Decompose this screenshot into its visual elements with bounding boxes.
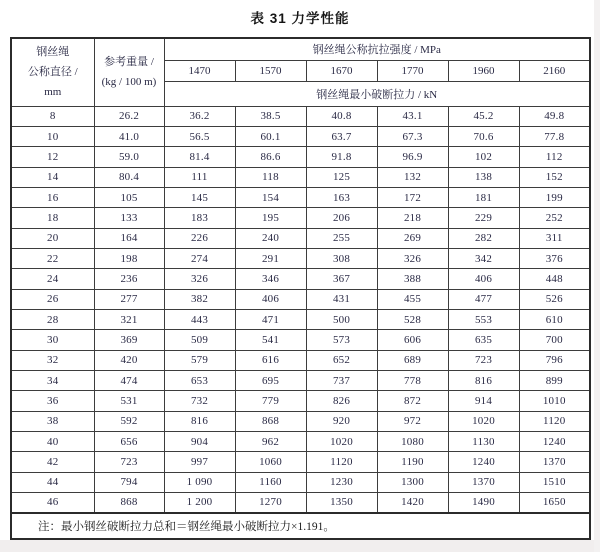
strength-value: 1770	[377, 60, 448, 81]
cell-breaking-force: 60.1	[235, 126, 306, 146]
cell-weight: 321	[94, 309, 164, 329]
table-row	[11, 411, 590, 431]
cell-diameter: 36	[11, 391, 94, 411]
cell-weight: 474	[94, 370, 164, 390]
cell-breaking-force: 181	[448, 187, 519, 207]
cell-diameter: 44	[11, 472, 94, 492]
table-row	[11, 187, 590, 207]
cell-breaking-force: 1300	[377, 472, 448, 492]
cell-breaking-force: 112	[519, 147, 590, 167]
cell-weight: 592	[94, 411, 164, 431]
header-weight-line1: 参考重量 /	[104, 55, 154, 68]
cell-breaking-force: 96.9	[377, 147, 448, 167]
cell-breaking-force: 1240	[519, 432, 590, 452]
cell-breaking-force: 367	[306, 269, 377, 289]
strength-value: 1960	[448, 60, 519, 81]
cell-diameter: 16	[11, 187, 94, 207]
cell-diameter: 14	[11, 167, 94, 187]
cell-diameter: 22	[11, 248, 94, 268]
table-row	[11, 126, 590, 146]
cell-diameter: 46	[11, 493, 94, 513]
cell-weight: 723	[94, 452, 164, 472]
cell-breaking-force: 38.5	[235, 106, 306, 126]
cell-diameter: 28	[11, 309, 94, 329]
cell-breaking-force: 526	[519, 289, 590, 309]
cell-breaking-force: 36.2	[164, 106, 235, 126]
table-row	[11, 289, 590, 309]
strength-value: 1470	[164, 60, 235, 81]
cell-breaking-force: 920	[306, 411, 377, 431]
cell-breaking-force: 448	[519, 269, 590, 289]
cell-breaking-force: 226	[164, 228, 235, 248]
cell-breaking-force: 1010	[519, 391, 590, 411]
cell-breaking-force: 86.6	[235, 147, 306, 167]
cell-weight: 41.0	[94, 126, 164, 146]
cell-breaking-force: 63.7	[306, 126, 377, 146]
cell-breaking-force: 1510	[519, 472, 590, 492]
cell-breaking-force: 689	[377, 350, 448, 370]
cell-breaking-force: 606	[377, 330, 448, 350]
cell-breaking-force: 342	[448, 248, 519, 268]
cell-weight: 59.0	[94, 147, 164, 167]
cell-breaking-force: 206	[306, 208, 377, 228]
cell-breaking-force: 269	[377, 228, 448, 248]
table-row	[11, 147, 590, 167]
cell-breaking-force: 779	[235, 391, 306, 411]
cell-breaking-force: 376	[519, 248, 590, 268]
cell-breaking-force: 274	[164, 248, 235, 268]
cell-diameter: 18	[11, 208, 94, 228]
table-row	[11, 269, 590, 289]
table-row	[11, 208, 590, 228]
cell-breaking-force: 56.5	[164, 126, 235, 146]
cell-breaking-force: 972	[377, 411, 448, 431]
cell-diameter: 40	[11, 432, 94, 452]
cell-breaking-force: 778	[377, 370, 448, 390]
cell-weight: 656	[94, 432, 164, 452]
cell-weight: 369	[94, 330, 164, 350]
cell-breaking-force: 1130	[448, 432, 519, 452]
cell-breaking-force: 541	[235, 330, 306, 350]
cell-diameter: 8	[11, 106, 94, 126]
cell-breaking-force: 91.8	[306, 147, 377, 167]
cell-weight: 420	[94, 350, 164, 370]
cell-weight: 277	[94, 289, 164, 309]
cell-breaking-force: 1160	[235, 472, 306, 492]
table-body	[11, 106, 590, 513]
cell-breaking-force: 1650	[519, 493, 590, 513]
cell-breaking-force: 1 200	[164, 493, 235, 513]
cell-breaking-force: 382	[164, 289, 235, 309]
cell-weight: 236	[94, 269, 164, 289]
cell-breaking-force: 500	[306, 309, 377, 329]
cell-breaking-force: 145	[164, 187, 235, 207]
cell-weight: 26.2	[94, 106, 164, 126]
table-row	[11, 228, 590, 248]
header-diameter	[11, 38, 94, 106]
cell-weight: 164	[94, 228, 164, 248]
cell-breaking-force: 443	[164, 309, 235, 329]
cell-breaking-force: 1020	[306, 432, 377, 452]
cell-weight: 80.4	[94, 167, 164, 187]
table-row	[11, 391, 590, 411]
cell-breaking-force: 962	[235, 432, 306, 452]
mechanical-properties-table	[10, 37, 591, 540]
cell-diameter: 10	[11, 126, 94, 146]
cell-breaking-force: 997	[164, 452, 235, 472]
cell-breaking-force: 816	[164, 411, 235, 431]
header-force-span: 钢丝绳最小破断拉力 / kN	[164, 81, 590, 106]
cell-breaking-force: 111	[164, 167, 235, 187]
scan-edge-bottom	[0, 540, 600, 552]
cell-diameter: 42	[11, 452, 94, 472]
cell-breaking-force: 1370	[519, 452, 590, 472]
cell-breaking-force: 406	[448, 269, 519, 289]
cell-breaking-force: 1060	[235, 452, 306, 472]
cell-diameter: 20	[11, 228, 94, 248]
cell-breaking-force: 252	[519, 208, 590, 228]
header-weight-line2: (kg / 100 m)	[101, 76, 157, 89]
cell-breaking-force: 229	[448, 208, 519, 228]
cell-breaking-force: 471	[235, 309, 306, 329]
cell-breaking-force: 553	[448, 309, 519, 329]
header-diameter-line2: 公称直径 /	[27, 66, 78, 79]
table-row	[11, 432, 590, 452]
cell-breaking-force: 282	[448, 228, 519, 248]
cell-breaking-force: 1120	[306, 452, 377, 472]
cell-diameter: 30	[11, 330, 94, 350]
cell-breaking-force: 40.8	[306, 106, 377, 126]
cell-breaking-force: 118	[235, 167, 306, 187]
header-diameter-line3: mm	[44, 86, 62, 99]
cell-weight: 198	[94, 248, 164, 268]
cell-breaking-force: 388	[377, 269, 448, 289]
cell-breaking-force: 816	[448, 370, 519, 390]
cell-breaking-force: 796	[519, 350, 590, 370]
table-row	[11, 106, 590, 126]
cell-breaking-force: 1420	[377, 493, 448, 513]
note-row	[11, 513, 590, 539]
cell-breaking-force: 1190	[377, 452, 448, 472]
cell-breaking-force: 610	[519, 309, 590, 329]
cell-diameter: 26	[11, 289, 94, 309]
cell-breaking-force: 132	[377, 167, 448, 187]
cell-breaking-force: 1020	[448, 411, 519, 431]
cell-breaking-force: 868	[235, 411, 306, 431]
cell-breaking-force: 406	[235, 289, 306, 309]
cell-breaking-force: 154	[235, 187, 306, 207]
header-diameter-line1: 钢丝绳	[36, 45, 70, 58]
cell-breaking-force: 579	[164, 350, 235, 370]
cell-breaking-force: 573	[306, 330, 377, 350]
cell-breaking-force: 77.8	[519, 126, 590, 146]
cell-breaking-force: 308	[306, 248, 377, 268]
header-weight	[94, 38, 164, 106]
cell-breaking-force: 455	[377, 289, 448, 309]
cell-breaking-force: 183	[164, 208, 235, 228]
cell-breaking-force: 732	[164, 391, 235, 411]
cell-breaking-force: 653	[164, 370, 235, 390]
table-row	[11, 452, 590, 472]
header-row-strength	[11, 38, 590, 60]
cell-breaking-force: 1230	[306, 472, 377, 492]
cell-breaking-force: 695	[235, 370, 306, 390]
cell-breaking-force: 904	[164, 432, 235, 452]
cell-breaking-force: 346	[235, 269, 306, 289]
cell-breaking-force: 1120	[519, 411, 590, 431]
cell-breaking-force: 477	[448, 289, 519, 309]
cell-breaking-force: 914	[448, 391, 519, 411]
cell-breaking-force: 102	[448, 147, 519, 167]
scan-edge-right	[594, 0, 600, 552]
cell-breaking-force: 700	[519, 330, 590, 350]
table-row	[11, 309, 590, 329]
cell-breaking-force: 70.6	[448, 126, 519, 146]
cell-breaking-force: 1370	[448, 472, 519, 492]
cell-diameter: 32	[11, 350, 94, 370]
header-strength-span: 钢丝绳公称抗拉强度 / MPa	[164, 38, 590, 60]
cell-breaking-force: 81.4	[164, 147, 235, 167]
cell-breaking-force: 311	[519, 228, 590, 248]
strength-value: 1670	[306, 60, 377, 81]
cell-diameter: 38	[11, 411, 94, 431]
table-title: 表 31 力学性能	[250, 11, 350, 26]
cell-diameter: 12	[11, 147, 94, 167]
cell-breaking-force: 509	[164, 330, 235, 350]
cell-breaking-force: 45.2	[448, 106, 519, 126]
table-row	[11, 493, 590, 513]
cell-breaking-force: 723	[448, 350, 519, 370]
table-row	[11, 472, 590, 492]
cell-breaking-force: 49.8	[519, 106, 590, 126]
cell-breaking-force: 199	[519, 187, 590, 207]
cell-breaking-force: 1490	[448, 493, 519, 513]
cell-breaking-force: 240	[235, 228, 306, 248]
cell-breaking-force: 1080	[377, 432, 448, 452]
cell-weight: 868	[94, 493, 164, 513]
cell-breaking-force: 43.1	[377, 106, 448, 126]
cell-breaking-force: 138	[448, 167, 519, 187]
cell-diameter: 34	[11, 370, 94, 390]
cell-breaking-force: 172	[377, 187, 448, 207]
strength-value: 1570	[235, 60, 306, 81]
cell-breaking-force: 291	[235, 248, 306, 268]
cell-weight: 133	[94, 208, 164, 228]
cell-breaking-force: 326	[164, 269, 235, 289]
cell-breaking-force: 528	[377, 309, 448, 329]
cell-breaking-force: 67.3	[377, 126, 448, 146]
cell-breaking-force: 326	[377, 248, 448, 268]
cell-breaking-force: 431	[306, 289, 377, 309]
cell-breaking-force: 872	[377, 391, 448, 411]
cell-diameter: 24	[11, 269, 94, 289]
cell-weight: 794	[94, 472, 164, 492]
cell-breaking-force: 218	[377, 208, 448, 228]
cell-breaking-force: 826	[306, 391, 377, 411]
cell-breaking-force: 635	[448, 330, 519, 350]
cell-breaking-force: 737	[306, 370, 377, 390]
cell-breaking-force: 652	[306, 350, 377, 370]
cell-breaking-force: 1240	[448, 452, 519, 472]
cell-breaking-force: 255	[306, 228, 377, 248]
table-row	[11, 330, 590, 350]
cell-breaking-force: 899	[519, 370, 590, 390]
cell-breaking-force: 616	[235, 350, 306, 370]
table-note: 注：最小钢丝破断拉力总和＝钢丝绳最小破断拉力×1.191。	[11, 513, 590, 539]
cell-weight: 531	[94, 391, 164, 411]
cell-breaking-force: 1350	[306, 493, 377, 513]
table-row	[11, 167, 590, 187]
strength-value: 2160	[519, 60, 590, 81]
cell-breaking-force: 163	[306, 187, 377, 207]
cell-breaking-force: 195	[235, 208, 306, 228]
cell-breaking-force: 125	[306, 167, 377, 187]
cell-weight: 105	[94, 187, 164, 207]
table-row	[11, 248, 590, 268]
cell-breaking-force: 1270	[235, 493, 306, 513]
table-row	[11, 350, 590, 370]
cell-breaking-force: 152	[519, 167, 590, 187]
table-row	[11, 370, 590, 390]
cell-breaking-force: 1 090	[164, 472, 235, 492]
